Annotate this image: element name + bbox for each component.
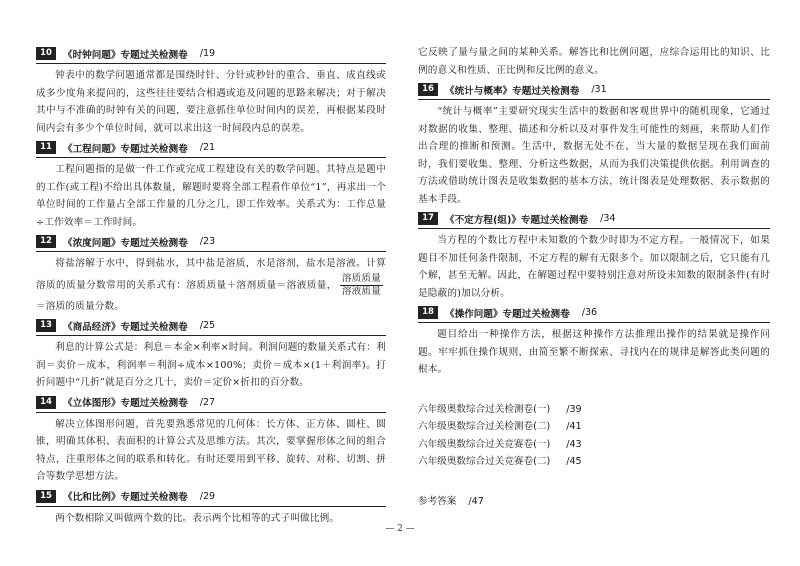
entry-title: 《时钟问题》专题过关检测卷 bbox=[63, 49, 188, 61]
entry-page: /19 bbox=[199, 48, 216, 59]
entry-heading[interactable] bbox=[418, 81, 770, 100]
entry-number: 15 bbox=[36, 490, 56, 503]
entry-title: 《工程问题》专题过关检测卷 bbox=[63, 143, 188, 155]
toc-entry-16 bbox=[418, 81, 770, 208]
entry-number: 11 bbox=[36, 141, 56, 154]
entry-heading[interactable] bbox=[36, 139, 386, 158]
entry-summary: 两个数相除又叫做两个数的比。表示两个比相等的式子叫做比例。 bbox=[55, 512, 340, 524]
entry-heading[interactable] bbox=[36, 233, 386, 252]
formula-tail: ＝溶质的质量分数。 bbox=[36, 300, 125, 312]
entry-number: 12 bbox=[36, 235, 56, 248]
exam-page: /43 bbox=[566, 438, 582, 450]
fraction-denominator: 溶液质量 bbox=[341, 285, 381, 297]
toc-entry-11 bbox=[36, 139, 386, 231]
entry-number: 10 bbox=[36, 47, 56, 60]
right-column bbox=[418, 44, 770, 507]
entry-summary: 利息的计算公式是：利息＝本金×利率×时间。利润问题的数量关系式有：利润＝卖价－成本，利润率＝利润÷成本×100%；卖价＝成本×(1＋利润率)。打折问题中“几折”就是百分之几十，卖价＝定价×折扣的百分数。 bbox=[36, 342, 386, 388]
exam-title: 六年级奥数综合过关竞赛卷(一) bbox=[418, 438, 551, 450]
entry-page: /21 bbox=[199, 142, 216, 153]
entry-heading[interactable] bbox=[418, 304, 770, 323]
exam-entry[interactable] bbox=[418, 453, 770, 471]
entry-title: 《立体图形》专题过关检测卷 bbox=[63, 398, 188, 409]
toc-entry-18 bbox=[418, 304, 770, 379]
toc-entry-17 bbox=[418, 210, 770, 302]
fraction-numerator: 溶质质量 bbox=[341, 272, 381, 284]
entry-heading[interactable] bbox=[36, 488, 386, 507]
entry-page: /36 bbox=[581, 307, 598, 318]
toc-entry-14 bbox=[36, 394, 386, 486]
formula-fraction bbox=[340, 273, 383, 298]
entry-number: 13 bbox=[36, 319, 56, 332]
entry-title: 《不定方程(组)》专题过关检测卷 bbox=[445, 214, 589, 226]
entry-heading[interactable] bbox=[36, 45, 386, 64]
exam-entry[interactable] bbox=[418, 401, 770, 419]
toc-entry-15 bbox=[36, 488, 386, 528]
entry-summary bbox=[36, 255, 386, 315]
exam-entry[interactable] bbox=[418, 436, 770, 454]
entry-page: /23 bbox=[199, 236, 216, 247]
entry-15-continued: 它反映了量与量之间的某种关系。解答比和比例问题，应综合运用比的知识、比例的意义和性质、正比例和反比例的意义。 bbox=[418, 47, 770, 76]
entry-number: 17 bbox=[418, 212, 438, 225]
exam-title: 六年级奥数综合过关竞赛卷(二) bbox=[418, 456, 551, 467]
answers-page: /47 bbox=[468, 495, 484, 507]
entry-title: 《浓度问题》专题过关检测卷 bbox=[63, 237, 188, 249]
toc-entry-12 bbox=[36, 233, 386, 315]
entry-heading[interactable] bbox=[36, 394, 386, 413]
entry-summary: 工程问题指的是做一件工作或完成工程建设有关的数学问题。其特点是题中的工作(或工程)不给出具体数量，解题时要将全部工程看作单位“1”，再求出一个单位时间的工作量占全部工作量的几分之几，即工作效率。关系式为：工作总量÷工作效率＝工作时间。 bbox=[36, 164, 386, 228]
toc-entry-13 bbox=[36, 317, 386, 392]
entry-title: 《统计与概率》专题过关检测卷 bbox=[445, 85, 580, 97]
exam-page: /45 bbox=[566, 456, 582, 467]
exam-entry[interactable] bbox=[418, 418, 770, 436]
entry-number: 18 bbox=[418, 306, 438, 319]
entry-number: 16 bbox=[418, 83, 438, 96]
summary-text: 将盐溶解于水中，得到盐水，其中盐是溶质，水是溶剂，盐水是溶液。计算溶质的质量分数常用的关系式有：溶质质量＋溶剂质量＝溶液质量， bbox=[36, 258, 386, 291]
entry-title: 《操作问题》专题过关检测卷 bbox=[445, 308, 570, 320]
answers-title: 参考答案 bbox=[418, 495, 457, 507]
entry-summary: 当方程的个数比方程中未知数的个数少时即为不定方程。一般情况下，如果题目不加任何条件限制，不定方程的解有无限多个。加以限制之后，它只能有几个解，甚至无解。因此，在解题过程中要特别注意对所设未知数的限制条件(有时是隐蔽的)加以分析。 bbox=[418, 235, 770, 299]
entry-summary: 题目给出一种操作方法，根据这种操作方法推理出操作的结果就是操作问题。牢牢抓住操作规则，由简至繁不断探索、寻找内在的规律是解答此类问题的根本。 bbox=[418, 329, 770, 375]
entry-page: /29 bbox=[199, 490, 216, 502]
comprehensive-exams-list bbox=[418, 401, 770, 471]
page-number: — 2 — bbox=[385, 524, 415, 534]
entry-page: /25 bbox=[199, 320, 216, 331]
left-column bbox=[36, 44, 386, 529]
entry-summary: “统计与概率”主要研究现实生活中的数据和客观世界中的随机现象，它通过对数据的收集、整理、描述和分析以及对事件发生可能性的刻画，来帮助人们作出合理的推断和预测。生活中，数据无处不在，当大量的数据呈现在我们面前时，我们要收集、整理、分析这些数据，从而为我们决策提供依据。利用调查的方法或借助统计图表是收集数据的基本方法，统计图表是处理数据、表示数据的基本手段。 bbox=[418, 106, 770, 205]
entry-page: /31 bbox=[591, 84, 607, 95]
entry-number: 14 bbox=[36, 396, 56, 409]
entry-title: 《比和比例》专题过关检测卷 bbox=[63, 492, 188, 503]
entry-heading[interactable] bbox=[418, 210, 770, 229]
entry-heading[interactable] bbox=[36, 317, 386, 336]
exam-page: /41 bbox=[566, 421, 582, 432]
entry-title: 《商品经济》专题过关检测卷 bbox=[63, 321, 188, 333]
answers-entry[interactable] bbox=[418, 493, 770, 507]
entry-page: /27 bbox=[199, 396, 216, 408]
exam-title: 六年级奥数综合过关检测卷(一) bbox=[418, 403, 551, 415]
exam-page: /39 bbox=[566, 403, 582, 415]
entry-summary: 解决立体图形问题，首先要熟悉常见的几何体：长方体、正方体、圆柱、圆锥，明确其体积、表面积的计算公式及思维方法。其次，要掌握形体之间的组合特点，注重形体之间的联系和转化。有时还要用到平移、旋转、对称、切割、拼合等数学思想方法。 bbox=[36, 418, 386, 482]
toc-entry-10 bbox=[36, 45, 386, 137]
entry-summary: 钟表中的数学问题通常都是围绕时针、分针或秒针的重合、垂直、成直线或成多少度角来提问的，这些往往要结合相遇或追及问题的思路来解决；对于解决其中与不准确的时钟有关的问题，要注意抓住单位时间内的误差，再根据某段时间内会有多少个单位时间，就可以求出这一时间段内总的误差。 bbox=[36, 70, 386, 134]
entry-page: /34 bbox=[600, 213, 616, 224]
exam-title: 六年级奥数综合过关检测卷(二) bbox=[418, 421, 551, 432]
